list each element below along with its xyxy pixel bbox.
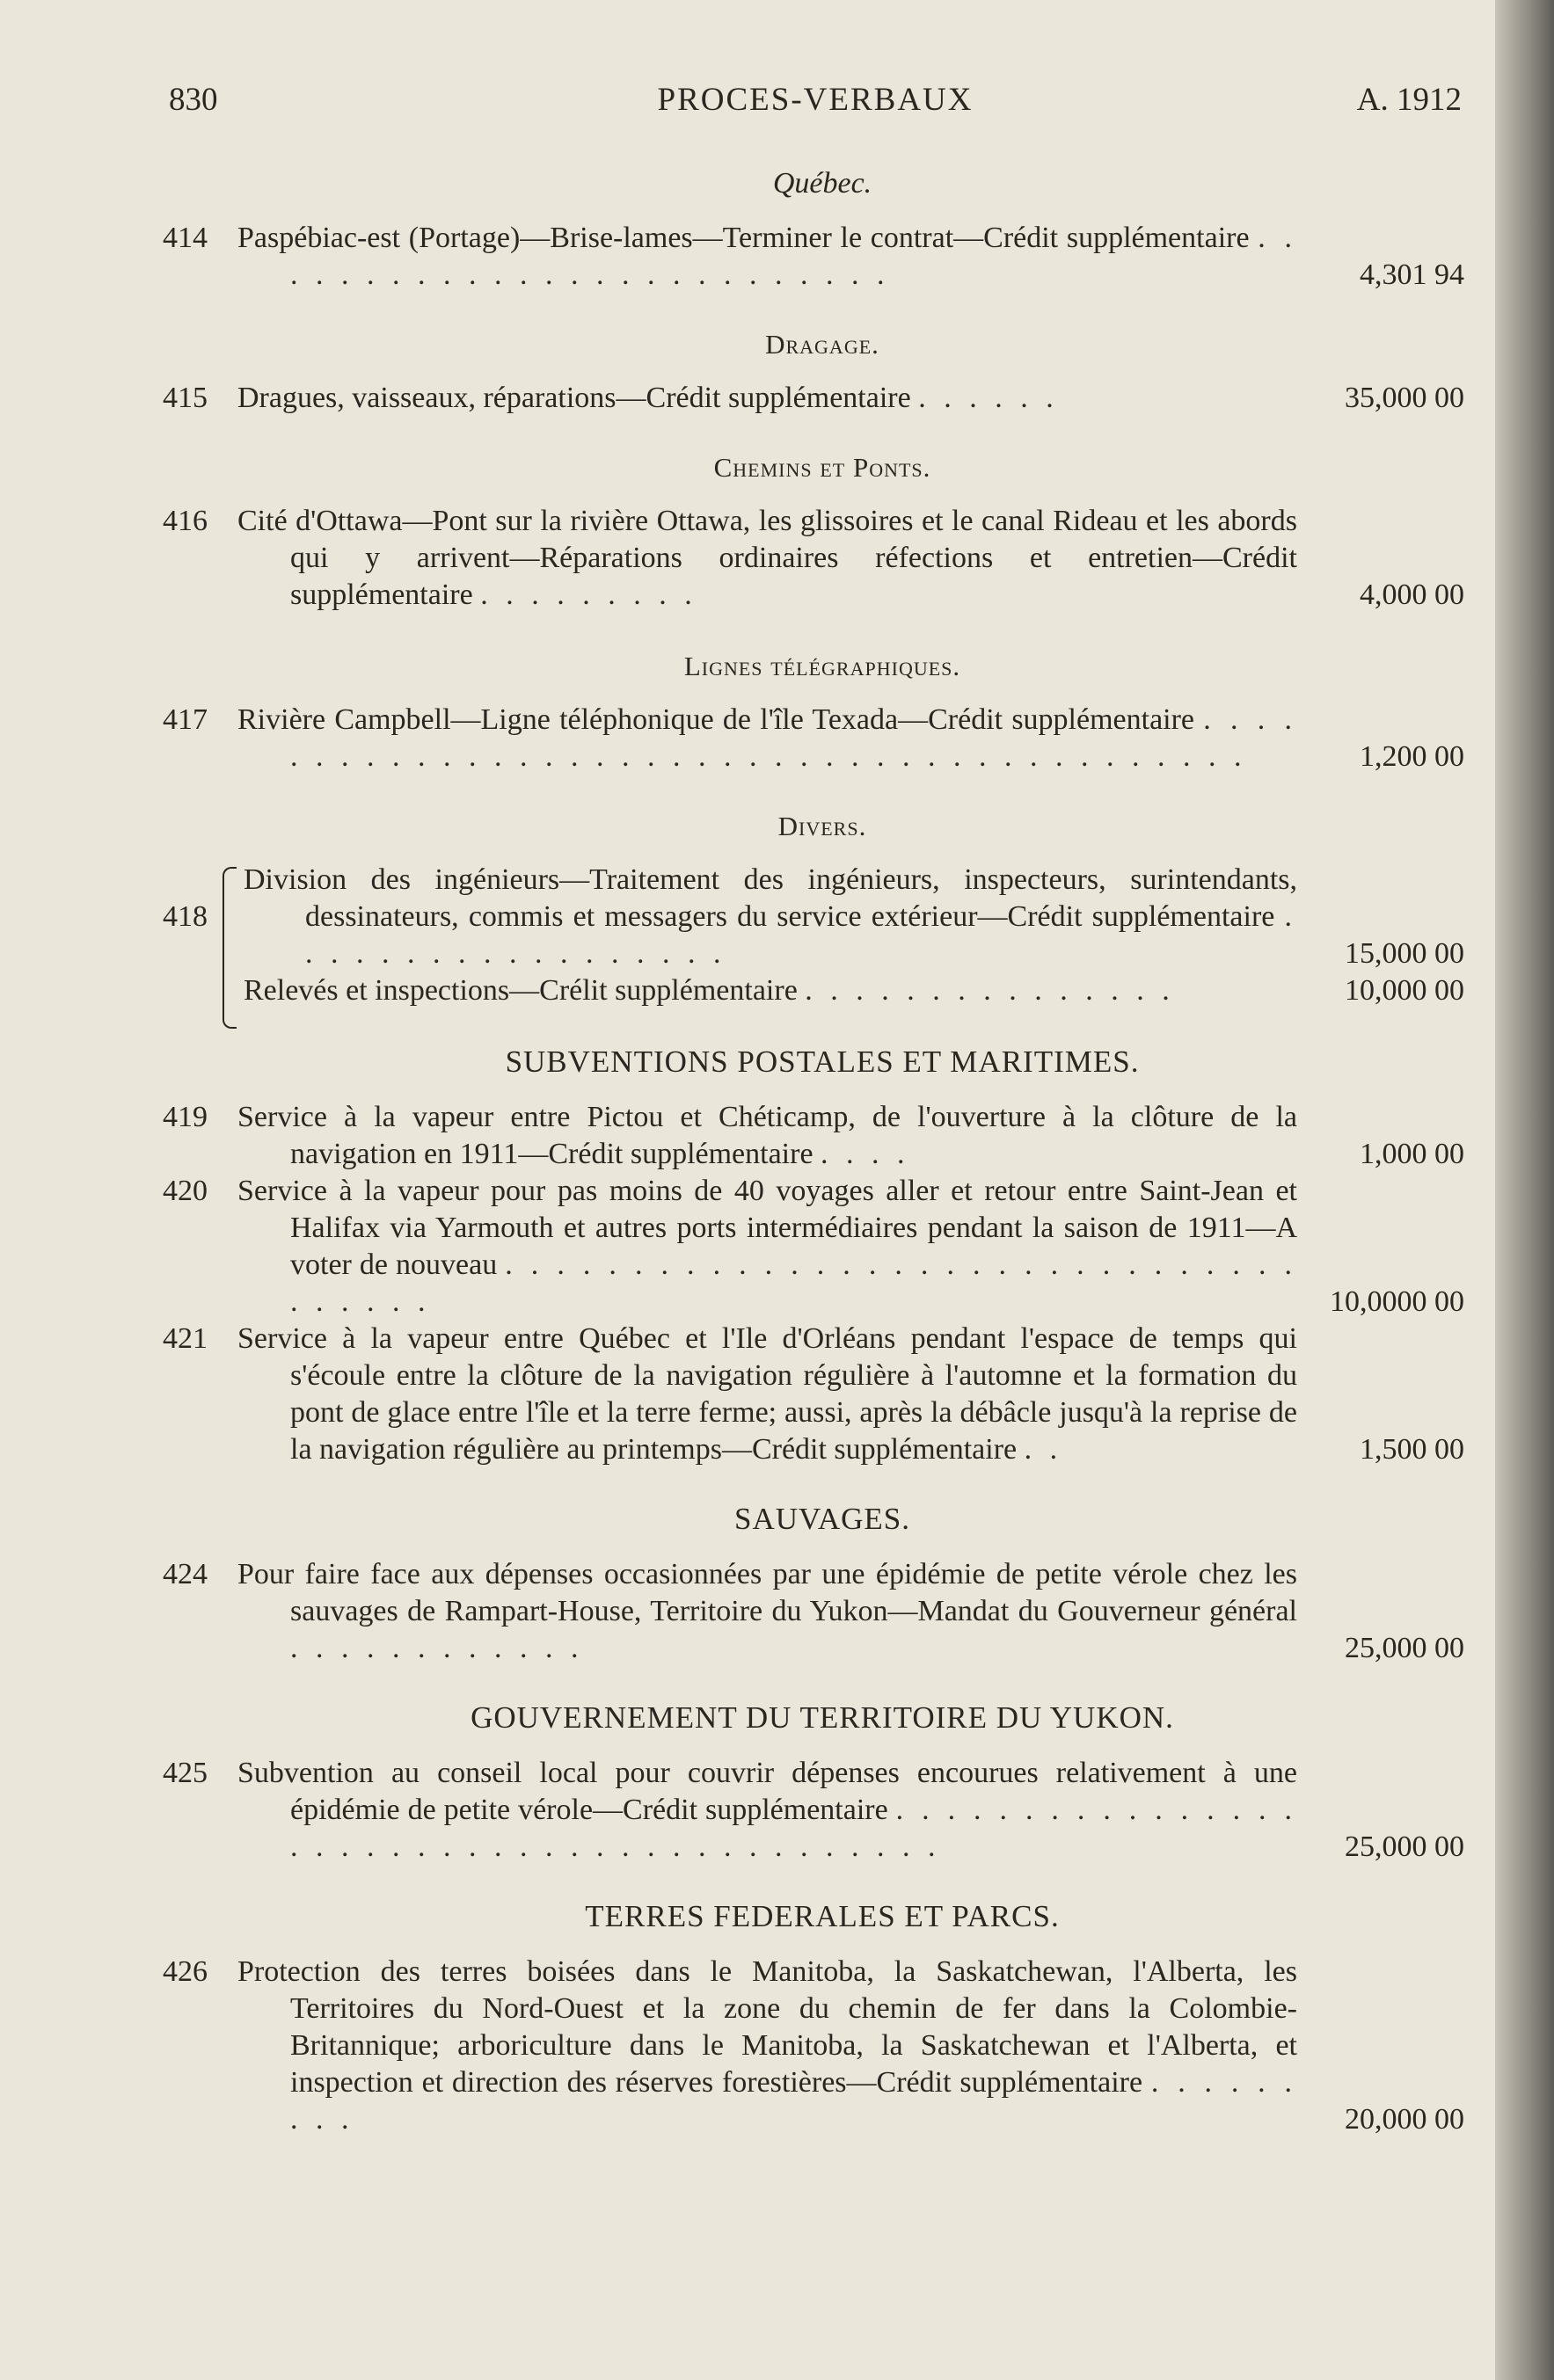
item-text: Service à la vapeur pour pas moins de 40 voyages aller et retour entre Saint-Jean et Halifax via Yarmouth et autres ports intermédiaires pendant la saison de 1911—A voter de nouveau . . . . . . . . . . . . . . . . . . . . . . . . . . . . . . . . . . . . . xyxy=(237,1175,1298,1318)
document-body xyxy=(163,167,1464,2138)
leader-dots: . . . . . . . . . . . . . . . . . . . . . . . . . . . . . . . . . . . . . . . . . . xyxy=(290,703,1298,773)
leader-dots: . . . . . . . . . . . . . . . xyxy=(805,974,1175,1007)
item-number: 418 xyxy=(163,900,208,933)
item-number: 414 xyxy=(163,222,208,254)
page-year: A. 1912 xyxy=(1356,82,1462,118)
item-text: Protection des terres boisées dans le Manitoba, la Saskatchewan, l'Alberta, les Territoires du Nord-Ouest et la zone du chemin de fer dans la Colombie-Britannique; arboriculture dans le Manitoba, la Saskatchewan et l'Alberta, et inspection et direction des réserves forestières—Crédit supplémentaire . . . . . . . . . xyxy=(237,1955,1297,2136)
item-amount: 1,500 00 xyxy=(1360,1433,1464,1466)
line-item xyxy=(163,1755,1464,1866)
item-text: Paspébiac-est (Portage)—Brise-lames—Terminer le contrat—Crédit supplémentaire . . . . . . . . . . . . . . . . . . . . . . . . . . xyxy=(237,222,1297,291)
leader-dots: . . . . . . . . . . . . . . . . . . . . . . . . . . . . . . . . . . . . . xyxy=(290,1248,1298,1318)
leader-dots: . . . . . . . . . . . . xyxy=(290,1632,584,1664)
leader-dots: . . xyxy=(1024,1433,1063,1466)
item-number: 426 xyxy=(163,1955,208,1988)
section-heading: Dragage. xyxy=(765,329,879,360)
item-number: 415 xyxy=(163,382,208,414)
bracketed-item xyxy=(163,862,1464,1009)
section-heading: Chemins et Ponts. xyxy=(713,452,931,483)
item-amount: 4,000 00 xyxy=(1360,579,1464,611)
leader-dots: . . . . xyxy=(821,1138,910,1170)
section-heading: Divers. xyxy=(777,811,867,841)
item-amount: 20,000 00 xyxy=(1345,2103,1464,2136)
item-amount: 35,000 00 xyxy=(1345,382,1464,414)
section-heading: TERRES FEDERALES ET PARCS. xyxy=(585,1899,1060,1933)
item-text: Division des ingénieurs—Traitement des ingénieurs, inspecteurs, surintendants, dessinateurs, commis et messagers du service extérieur—Crédit supplémentaire . . . . . . . . . . . . . . . . . . xyxy=(244,863,1297,970)
section-heading: Lignes télégraphiques. xyxy=(683,651,961,681)
item-number: 417 xyxy=(163,703,208,736)
item-number: 421 xyxy=(163,1322,208,1355)
line-item xyxy=(163,380,1464,417)
leader-dots: . . . . . . xyxy=(918,382,1059,414)
item-text: Cité d'Ottawa—Pont sur la rivière Ottawa, les glissoires et le canal Rideau et les abords qui y arrivent—Réparations ordinaires réfections et entretien—Crédit supplémentaire . . . . . . . . . xyxy=(237,505,1297,611)
page-edge xyxy=(1495,0,1554,2380)
line-item xyxy=(163,1173,1464,1321)
item-number: 425 xyxy=(163,1757,208,1789)
running-head xyxy=(169,81,1462,125)
sub-item xyxy=(163,972,1464,1009)
item-text: Service à la vapeur entre Québec et l'Ile d'Orléans pendant l'espace de temps qui s'écoule entre la clôture de la navigation régulière à l'automne et la formation du pont de glace entre l'île et la terre ferme; aussi, après la débâcle jusqu'à la reprise de la navigation régulière au printemps—Crédit supplémentaire . . xyxy=(237,1322,1297,1466)
item-number: 419 xyxy=(163,1101,208,1133)
line-item xyxy=(163,702,1464,775)
section-heading: GOUVERNEMENT DU TERRITOIRE DU YUKON. xyxy=(471,1700,1174,1735)
line-item xyxy=(163,220,1464,294)
item-amount: 25,000 00 xyxy=(1345,1632,1464,1664)
line-item xyxy=(163,1321,1464,1468)
line-item xyxy=(163,503,1464,614)
line-item xyxy=(163,1099,1464,1173)
line-item xyxy=(163,1556,1464,1667)
item-text: Relevés et inspections—Crélit supplémentaire . . . . . . . . . . . . . . . xyxy=(244,974,1175,1007)
section-heading: SUBVENTIONS POSTALES ET MARITIMES. xyxy=(505,1044,1140,1079)
section-heading: Québec. xyxy=(772,167,872,200)
item-amount: 10,0000 00 xyxy=(1330,1285,1464,1318)
item-amount: 15,000 00 xyxy=(1345,937,1464,970)
item-text: Service à la vapeur entre Pictou et Chéticamp, de l'ouverture à la clôture de la navigation en 1911—Crédit supplémentaire . . . . xyxy=(237,1101,1297,1170)
item-amount: 1,000 00 xyxy=(1360,1138,1464,1170)
item-amount: 4,301 94 xyxy=(1360,258,1464,291)
page-title: PROCES-VERBAUX xyxy=(657,82,974,118)
item-text: Pour faire face aux dépenses occasionnées par une épidémie de petite vérole chez les sauvages de Rampart-House, Territoire du Yukon—Mandat du Gouverneur général . . . . . . . . . . . . xyxy=(237,1558,1297,1664)
item-amount: 25,000 00 xyxy=(1345,1830,1464,1863)
page-number: 830 xyxy=(169,82,218,118)
item-amount: 1,200 00 xyxy=(1360,740,1464,773)
item-text: Subvention au conseil local pour couvrir dépenses encourues relativement à une épidémie de petite vérole—Crédit supplémentaire . . . . . . . . . . . . . . . . . . . . . . . . . . . . . . . . . . . . . . . . . . xyxy=(237,1757,1298,1863)
sub-item xyxy=(163,862,1464,972)
leader-dots: . . . . . . . . . . . . . . . . . . . . . . . . . . xyxy=(290,222,1297,291)
item-amount: 10,000 00 xyxy=(1345,974,1464,1007)
item-text: Dragues, vaisseaux, réparations—Crédit supplémentaire . . . . . . xyxy=(237,382,1059,414)
section-heading: SAUVAGES. xyxy=(734,1502,910,1536)
leader-dots: . . . . . . . . . . . . . . . . . . xyxy=(305,900,1297,970)
leader-dots: . . . . . . . . . xyxy=(480,579,697,611)
line-item xyxy=(163,1954,1464,2138)
item-text: Rivière Campbell—Ligne téléphonique de l'île Texada—Crédit supplémentaire . . . . . . . . . . . . . . . . . . . . . . . . . . . . . . . . . . . . . . . . . . xyxy=(237,703,1298,773)
leader-dots: . . . . . . . . . . . . . . . . . . . . . . . . . . . . . . . . . . . . . . . . . . xyxy=(290,1794,1298,1863)
item-number: 420 xyxy=(163,1175,208,1207)
leader-dots: . . . . . . . . . xyxy=(290,2066,1297,2136)
item-number: 424 xyxy=(163,1558,208,1590)
item-number: 416 xyxy=(163,505,208,537)
